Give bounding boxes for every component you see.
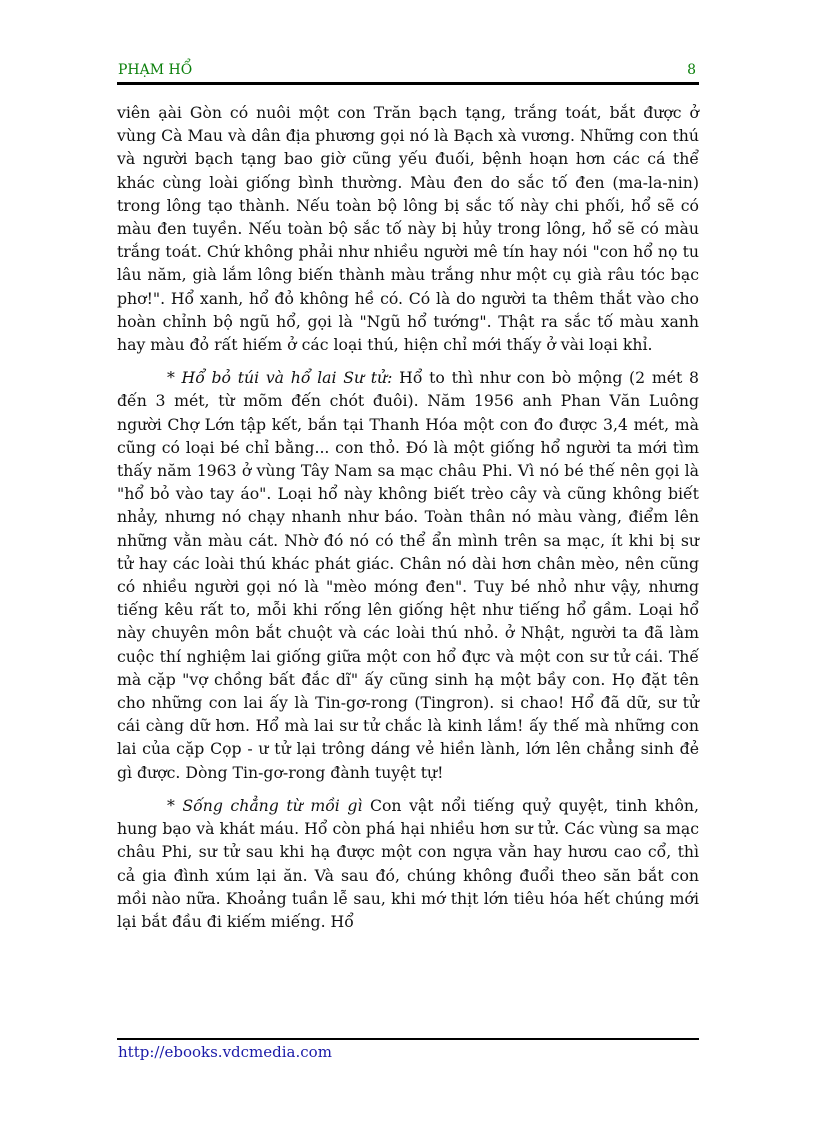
header-divider xyxy=(117,82,699,85)
footer-link[interactable]: http://ebooks.vdcmedia.com xyxy=(118,1043,332,1061)
paragraph-1 xyxy=(117,101,699,356)
running-title: PHẠM HỔ xyxy=(118,62,193,78)
paragraph-2-lead: * Hổ bỏ túi và hổ lai Sư tử: xyxy=(167,368,393,388)
page-header xyxy=(118,62,698,82)
paragraph-3-lead: * Sống chẳng từ mồi gì xyxy=(167,795,363,815)
paragraph-3 xyxy=(117,794,699,933)
paragraph-3-text: Con vật nổi tiếng quỷ quyệt, tinh khôn, hung bạo và khát máu. Hổ còn phá hại nhiều hơn sư tử. Các vùng sa mạc châu Phi, sư tử sau khi hạ được một con ngựa vằn hay hươu cao cổ, thì cả gia đình xúm lại ăn. Và sau đó, chúng không đuổi theo săn bắt con mồi nào nữa. Khoảng tuần lễ sau, khi mớ thịt lớn tiêu hóa hết chúng mới lại bắt đầu đi kiếm miếng. Hổ xyxy=(117,795,699,931)
page-number: 8 xyxy=(687,62,696,78)
paragraph-1-text: viên ạài Gòn có nuôi một con Trăn bạch tạng, trắng toát, bắt được ở vùng Cà Mau và dân địa phương gọi nó là Bạch xà vương. Những con thú và người bạch tạng bao giờ cũng yếu đuối, bệnh hoạn hơn các cá thể khác cùng loài giống bình thường. Màu đen do sắc tố đen (ma-la-nin) trong lông tạo thành. Nếu toàn bộ lông bị sắc tố này chi phối, hổ sẽ có màu đen tuyền. Nếu toàn bộ sắc tố này bị hủy trong lông, hổ sẽ có màu trắng toát. Chứ không phải như nhiều người mê tín hay nói "con hổ nọ tu lâu năm, già lắm lông biến thành màu trắng như một cụ già râu tóc bạc phơ!". Hổ xanh, hổ đỏ không hề có. Có là do người ta thêm thắt vào cho hoàn chỉnh bộ ngũ hổ, gọi là "Ngũ hổ tướng". Thật ra sắc tố màu xanh hay màu đỏ rất hiếm ở các loại thú, hiện chỉ mới thấy ở vài loại khỉ. xyxy=(117,103,699,355)
footer-divider xyxy=(117,1038,699,1040)
body-text xyxy=(117,101,699,943)
paragraph-2 xyxy=(117,366,699,784)
paragraph-2-text: Hổ to thì như con bò mộng (2 mét 8 đến 3 mét, từ mõm đến chót đuôi). Năm 1956 anh Phan Văn Luông người Chợ Lớn tập kết, bắn tại Thanh Hóa một con đo được 3,4 mét, mà cũng có loại bé chỉ bằng... con thỏ. Đó là một giống hổ người ta mới tìm thấy năm 1963 ở vùng Tây Nam sa mạc châu Phi. Vì nó bé thế nên gọi là "hổ bỏ vào tay áo". Loại hổ này không biết trèo cây và cũng không biết nhảy, nhưng nó chạy nhanh như báo. Toàn thân nó màu vàng, điểm lên những vằn màu cát. Nhờ đó nó có thể ẩn mình trên sa mạc, ít khi bị sư tử hay các loài thú khác phát giác. Chân nó dài hơn chân mèo, nên cũng có nhiều người gọi nó là "mèo móng đen". Tuy bé nhỏ như vậy, nhưng tiếng kêu rất to, mỗi khi rống lên giống hệt như tiếng hổ gầm. Loại hổ này chuyên môn bắt chuột và các loài thú nhỏ. ở Nhật, người ta đã làm cuộc thí nghiệm lai giống giữa một con hổ đực và một con sư tử cái. Thế mà cặp "vợ chồng bất đắc dĩ" ấy cũng sinh hạ một bầy con. Họ đặt tên cho những con lai ấy là Tin-gơ-rong (Tingron). si chao! Hổ đã dữ, sư tử cái càng dữ hơn. Hổ mà lai sư tử chắc là kinh lắm! ấy thế mà những con lai của cặp Cọp - ư tử lại trông dáng vẻ hiền lành, lớn lên chẳng sinh đẻ gì được. Dòng Tin-gơ-rong đành tuyệt tự! xyxy=(117,368,699,782)
